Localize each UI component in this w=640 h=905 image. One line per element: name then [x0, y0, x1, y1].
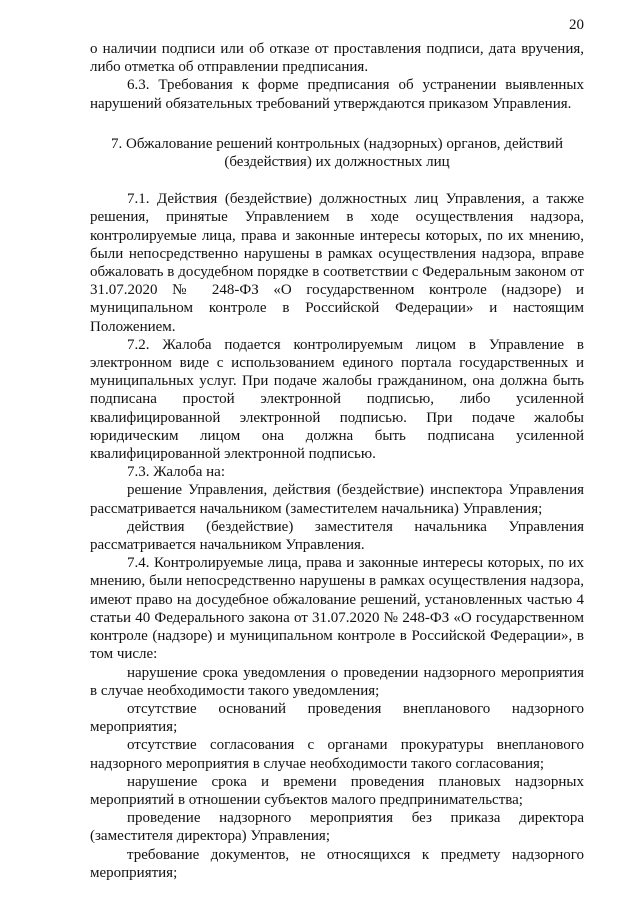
document-body — [90, 40, 584, 882]
paragraph-7-3-item-1: решение Управления, действия (бездействие) инспектора Управления рассматривается начальником (заместителем начальника) Управления; — [90, 482, 584, 517]
paragraph-7-3: 7.3. Жалоба на: — [127, 464, 225, 481]
list-item: нарушение срока и времени проведения плановых надзорных мероприятий в отношении субъектов малого предпринимательства; — [90, 773, 584, 808]
list-item: отсутствие оснований проведения внепланового надзорного мероприятия; — [90, 700, 584, 736]
paragraph-7-1: 7.1. Действия (бездействие) должностных лиц Управления, а также решения, принятые Управлением в ходе осуществления надзора, контролируемые лица, права и законные интересы которых, по их мнению, были непосредственно нарушены в рамках осуществления надзора, вправе обжаловать в досудебном порядке в соответствии с Федеральным законом от 31.07.2020 № 248-ФЗ «О государственном контроле (надзоре) и муниципальном контроле в Российской Федерации» и настоящим Положением. — [90, 191, 584, 335]
paragraph-7-2: 7.2. Жалоба подается контролируемым лицом в Управление в электронном виде с использованием единого портала государственных и муниципальных услуг. При подаче жалобы гражданином, она должна быть подписана простой электронной подписью, либо усиленной квалифицированной электронной подписью. При подаче жалобы юридическим лицом она должна быть подписана усиленной квалифицированной электронной подписью. — [90, 336, 584, 463]
section-heading-7: 7. Обжалование решений контрольных (надзорных) органов, действий (бездействия) их должностных лиц — [111, 135, 563, 171]
paragraph-continuation: о наличии подписи или об отказе от проставления подписи, дата вручения, либо отметка об отправлении предписания. — [90, 41, 584, 76]
list-item: проведение надзорного мероприятия без приказа директора (заместителя директора) Управления; — [90, 810, 584, 845]
page-number: 20 — [569, 17, 584, 33]
list-item: требование документов, не относящихся к предмету надзорного мероприятия; — [90, 846, 584, 881]
list-item: нарушение срока уведомления о проведении надзорного мероприятия в случае необходимости такого уведомления; — [90, 664, 584, 699]
paragraph-7-3-item-2: действия (бездействие) заместителя начальника Управления рассматривается начальником Управления. — [90, 518, 584, 554]
paragraph-6-3: 6.3. Требования к форме предписания об устранении выявленных нарушений обязательных требований утверждаются приказом Управления. — [90, 77, 584, 112]
list-item: отсутствие согласования с органами прокуратуры внепланового надзорного мероприятия в случае необходимости такого согласования; — [90, 737, 584, 772]
paragraph-7-4: 7.4. Контролируемые лица, права и законные интересы которых, по их мнению, были непосредственно нарушены в рамках осуществления надзора, имеют право на досудебное обжалование решений, установленных частью 4 статьи 40 Федерального закона от 31.07.2020 № 248-ФЗ «О государственном контроле (надзоре) и муниципальном контроле в Российской Федерации», в том числе: — [90, 555, 584, 663]
